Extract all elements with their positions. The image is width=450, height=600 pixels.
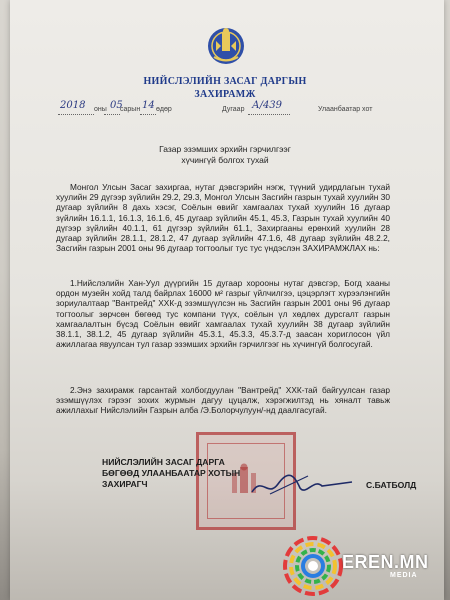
eren-media-logo-icon [283, 536, 343, 596]
date-day: 14 [142, 100, 155, 111]
watermark-sub: MEDIA [390, 572, 418, 579]
signer-name: С.БАТБОЛД [366, 480, 417, 490]
document-title-line2: хүчингүй болгох тухай [181, 155, 269, 165]
signature-block [102, 457, 240, 490]
body-paragraph-item2: 2.Энэ захирамж гарсантай холбогдуулан "Вантрейд" ХХК-тай байгуулсан газар эзэмшүүлэх гэрээг зохих журмын дагуу цуцалж, хэрэгжилтэд нь хяналт тавьж ажиллахыг Нийслэлийн Газрын алба /Э.Болорчулуун/-нд даалгасугай. [56, 385, 390, 416]
label-year: оны [94, 106, 107, 113]
label-number: Дугаар [222, 106, 245, 113]
state-emblem-icon [207, 24, 245, 68]
number-dotline [248, 114, 290, 115]
body-paragraph-item1: 1.Нийслэлийн Хан-Уул дүүргийн 15 дугаар хорооны нутаг дэвсгэр, Богд хааны ордон музейн хойд талд байрлах 16000 м² газрыг үйлчилгээ, цэцэрлэгт хүрээлэнгийн зориулалтаар "Вантрейд" ХХК-д эзэмшүүлсэн нь Засгийн газрын 2001 оны 96 дугаар тогтоолыг зөрчсөн бөгөөд тус компани түүх, соёлын үл хөдлөх дурсгалт газрын хамгаалалтын бүсэд Соёлын өвийг хамгаалах тухай хуулийн 38 дугаар зүйлийн 38.1.1, 38.1.2, 45 дугаар зүйлийн 45.3.1, 45.3.3, 45.3.7-д заасан хориглосон үйл ажиллагаа явуулсан тул газар эзэмших эрхийн гэрчилгээг нь хүчингүй болгосугай. [56, 278, 390, 350]
year-dotline [58, 114, 94, 115]
watermark-brand: EREN.MN [342, 552, 429, 572]
signer-title-line3: ЗАХИРАГЧ [102, 479, 148, 489]
signer-title-line1: НИЙСЛЭЛИЙН ЗАСАГ ДАРГА [102, 457, 225, 467]
document-number: А/439 [252, 100, 283, 111]
document-title-line1: Газар эзэмших эрхийн гэрчилгээг [159, 144, 291, 154]
org-name-line1: НИЙСЛЭЛИЙН ЗАСАГ ДАРГЫН [143, 76, 307, 87]
handwritten-signature [248, 470, 358, 500]
body-paragraph-preamble: Монгол Улсын Засаг захиргаа, нутаг дэвсгэрийн нэгж, түүний удирдлагын тухай хуулийн 29 дүгээр зүйлийн 29.2, 29.3, Монгол Улсын Засгийн газрын тухай хуулийн 30 дугаар зүйлийн 8 дахь хэсэг, Соёлын өвийг хамгаалах тухай хуулийн 16 дугаар зүйлийн 16.1.1, 16.1.3, 16.1.6, 45 дугаар зүйлийн 45.1, 45.3, Газрын тухай хуулийн 40 дүгээр зүйлийн 40.1.1, 61 дүгээр зүйлийн 61.1, Захиргааны ерөнхий хуулийн 28 дугаар зүйлийн 28.1.1, 28.1.2, 47 дугаар зүйлийн 47.1.6, 48 дугаар зүйлийн 48.2.2, Засгийн газрын 2001 оны 96 дугаар тогтоолыг тус тус үндэслэн ЗАХИРАМЖЛАХ нь: [56, 182, 390, 254]
label-month: сарын [120, 106, 141, 113]
city-label: Улаанбаатар хот [318, 106, 373, 113]
org-name-line2: ЗАХИРАМЖ [194, 89, 256, 100]
signer-title-line2: БӨГӨӨД УЛААНБААТАР ХОТЫН [102, 468, 241, 478]
label-day: өдөр [156, 106, 172, 113]
date-month: 05 [110, 100, 123, 111]
month-dotline [104, 114, 120, 115]
date-year: 2018 [60, 100, 86, 111]
day-dotline [140, 114, 156, 115]
